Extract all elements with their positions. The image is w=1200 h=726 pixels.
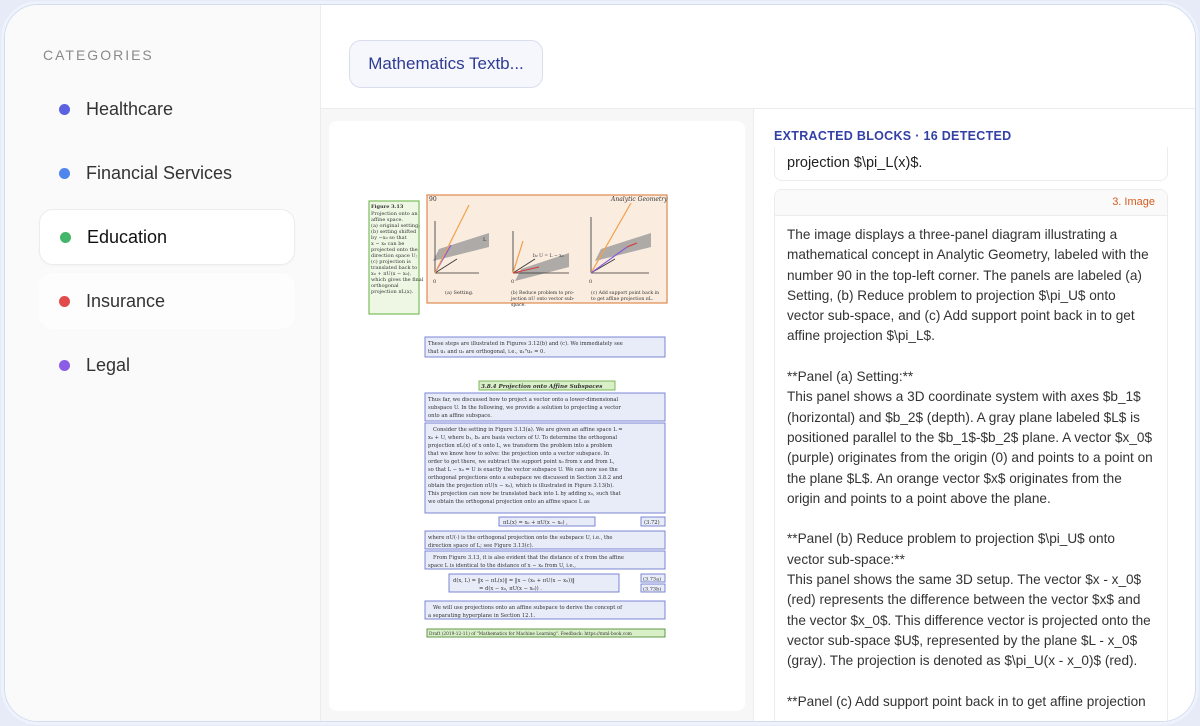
- panel-a-caption: (a) Setting.: [445, 290, 474, 296]
- category-education[interactable]: [39, 209, 295, 265]
- page-render: [329, 121, 745, 711]
- category-dot: [59, 360, 70, 371]
- svg-text:that we know how to solve: the: that we know how to solve: the projection onto a vector subspace. In: [428, 451, 610, 457]
- svg-text:space L is identical to the di: space L is identical to the distance of x − x₀ from U, i.e.,: [428, 563, 576, 569]
- extracted-blocks-panel[interactable]: [753, 109, 1195, 721]
- svg-text:x₀ + πU(x − x₀),: x₀ + πU(x − x₀),: [371, 271, 412, 277]
- svg-text:space.: space.: [511, 303, 526, 308]
- document-viewer[interactable]: [321, 109, 753, 721]
- app-window: [4, 4, 1196, 722]
- svg-text:(3.73a): (3.73a): [643, 576, 662, 583]
- svg-text:(c) Add support point back in: (c) Add support point back in: [591, 291, 660, 296]
- document-tab[interactable]: Mathematics Textb...: [349, 40, 543, 88]
- svg-text:to get affine projection πL.: to get affine projection πL.: [591, 297, 654, 302]
- svg-text:Projection onto an: Projection onto an: [371, 211, 418, 217]
- extracted-block-text: projection $\pi_L(x)$.: [774, 147, 1168, 181]
- svg-text:projected onto the: projected onto the: [371, 247, 418, 253]
- svg-text:direction space U;: direction space U;: [371, 253, 418, 259]
- svg-text:= d(x − x₀, πU(x − x₀)) .: = d(x − x₀, πU(x − x₀)) .: [479, 586, 542, 592]
- svg-text:0: 0: [589, 279, 593, 285]
- svg-text:(b) setting shifted: (b) setting shifted: [371, 229, 417, 235]
- section-title: 3.8.4 Projection onto Affine Subspaces: [481, 384, 603, 390]
- svg-text:x₀ + U, where b₁, b₂ are basis: x₀ + U, where b₁, b₂ are basis vectors of U. To determine the orthogonal: [428, 435, 618, 441]
- category-dot: [60, 232, 71, 243]
- svg-text:jection πU onto vector sub-: jection πU onto vector sub-: [511, 297, 575, 302]
- svg-text:πL(x) = x₀ + πU(x − x₀) ,: πL(x) = x₀ + πU(x − x₀) ,: [503, 520, 568, 526]
- svg-text:Consider the setting in Figure: Consider the setting in Figure 3.13(a). We are given an affine space L =: [433, 427, 623, 433]
- svg-text:so that L − x₀ = U is exactly: so that L − x₀ = U is exactly the vector subspace U. We can now use the: [428, 467, 618, 473]
- page-number: 90: [429, 196, 437, 203]
- category-financial-services[interactable]: [39, 145, 295, 201]
- categories-heading: CATEGORIES: [43, 47, 154, 63]
- svg-text:orthogonal: orthogonal: [371, 283, 399, 289]
- svg-text:that u₁ and u₂ are orthogonal,: that u₁ and u₂ are orthogonal, i.e., u₁ᵀu₂ = 0.: [428, 349, 546, 355]
- svg-text:order to get there, we subtrac: order to get there, we subtract the support point x₀ from x and from L,: [428, 459, 615, 465]
- svg-text:These steps are illustrated in: These steps are illustrated in Figures 3.12(b) and (c). We immediately see: [428, 341, 623, 347]
- category-label: Healthcare: [86, 98, 174, 119]
- category-label: Insurance: [86, 290, 166, 311]
- category-sidebar: [5, 5, 321, 721]
- page-footer: Draft (2019-12-11) of "Mathematics for Machine Learning". Feedback: https://mml-book.com: [429, 632, 632, 637]
- category-label: Financial Services: [86, 162, 233, 183]
- svg-text:where πU(·) is the orthogonal: where πU(·) is the orthogonal projection onto the subspace U, i.e., the: [428, 535, 613, 541]
- category-dot: [59, 168, 70, 179]
- category-dot: [59, 104, 70, 115]
- document-page: [329, 121, 745, 711]
- svg-text:Figure 3.13: Figure 3.13: [371, 204, 404, 210]
- svg-text:onto an affine subspace.: onto an affine subspace.: [428, 413, 492, 419]
- svg-text:obtain the projection πU(x − x: obtain the projection πU(x − x₀), which is illustrated in Figure 3.13(b).: [428, 483, 614, 489]
- svg-text:x − x₀ can be: x − x₀ can be: [371, 241, 405, 247]
- svg-text:orthogonal projections onto a: orthogonal projections onto a subspace we discussed in Section 3.8.2 and: [428, 475, 623, 481]
- svg-text:0: 0: [433, 279, 437, 285]
- document-header: [321, 5, 1195, 109]
- category-healthcare[interactable]: [39, 81, 295, 137]
- svg-text:0: 0: [511, 279, 515, 285]
- svg-text:From Figure 3.13, it is also e: From Figure 3.13, it is also evident that the distance of x from the affine: [433, 555, 624, 561]
- block-type-label: 3. Image: [775, 190, 1167, 216]
- svg-text:(3.72): (3.72): [644, 520, 660, 526]
- svg-text:translated back to: translated back to: [371, 265, 418, 271]
- svg-text:by −x₀ so that: by −x₀ so that: [371, 235, 407, 241]
- svg-text:(3.73b): (3.73b): [643, 586, 662, 593]
- svg-text:affine space.: affine space.: [371, 217, 403, 223]
- svg-text:We will use projections onto a: We will use projections onto an affine subspace to derive the concept of: [433, 605, 622, 611]
- svg-text:(b) Reduce problem to pro-: (b) Reduce problem to pro-: [511, 291, 575, 296]
- svg-text:which gives the final: which gives the final: [371, 277, 424, 283]
- svg-text:we obtain the orthogonal proje: we obtain the orthogonal projection onto an affine space L as: [428, 499, 590, 505]
- running-head: Analytic Geometry: [611, 196, 668, 203]
- svg-text:b₂ U = L − x₀: b₂ U = L − x₀: [533, 254, 564, 259]
- svg-text:d(x, L) = ‖x − πL(x)‖ = ‖x − (: d(x, L) = ‖x − πL(x)‖ = ‖x − (x₀ + πU(x − x₀))‖: [453, 578, 575, 584]
- category-dot: [59, 296, 70, 307]
- svg-text:projection πL(x).: projection πL(x).: [371, 289, 414, 295]
- svg-text:a separating hyperplane in Sec: a separating hyperplane in Section 12.1.: [428, 613, 536, 619]
- extracted-blocks-header: EXTRACTED BLOCKS · 16 DETECTED: [774, 129, 1012, 143]
- svg-text:Thus far, we discussed how to: Thus far, we discussed how to project a vector onto a lower-dimensional: [428, 397, 619, 403]
- category-legal[interactable]: [39, 337, 295, 393]
- svg-text:projection πL(x) of x onto L,: projection πL(x) of x onto L, we transform the problem into a problem: [428, 443, 613, 449]
- svg-text:(a) original setting;: (a) original setting;: [371, 223, 420, 229]
- svg-text:subspace U. In the following,: subspace U. In the following, we provide a solution to projecting a vector: [428, 405, 621, 411]
- category-label: Legal: [86, 354, 131, 375]
- category-insurance[interactable]: [39, 273, 295, 329]
- svg-text:This projection can now be tra: This projection can now be translated back into L by adding x₀, such that: [428, 491, 621, 497]
- category-label: Education: [87, 226, 168, 247]
- svg-text:direction space of L; see Figu: direction space of L; see Figure 3.13(c).: [428, 543, 534, 549]
- block-content: The image displays a three-panel diagram illustrating a mathematical concept in Analytic Geometry, labeled with the number 90 in the top-left corner. The panels are labeled (a) Setting, (b) Reduce problem to projection $\pi_U$ onto vector sub-space, and (c) Add support point back in to get affine projection $\pi_L$. **Panel (a) Setting:** This panel shows a 3D coordinate system with axes $b_1$ (horizontal) and $b_2$ (depth). A gray plane labeled $L$ is positioned parallel to the $b_1$-$b_2$ plane. A vector $x_0$ (purple) originates from the origin (0) and points to a point on the plane $L$. An orange vector $x$ originates from the origin and points to a point above the plane. **Panel (b) Reduce problem to projection $\pi_U$ onto vector sub-space:** This panel shows the same 3D setup. The vector $x - x_0$ (red) represents the difference between the vector $x$ and the vector $x_0$. This difference vector is projected onto the vector sub-space $U$, represented by the plane $L - x_0$ (gray). The projection is denoted as $\pi_U(x - x_0)$ (red). **Panel (c) Add support point back in to get affine projection: [787, 227, 1153, 709]
- svg-text:(c) projection is: (c) projection is: [371, 259, 411, 265]
- svg-text:L: L: [483, 237, 487, 243]
- extracted-block-image[interactable]: [774, 189, 1168, 722]
